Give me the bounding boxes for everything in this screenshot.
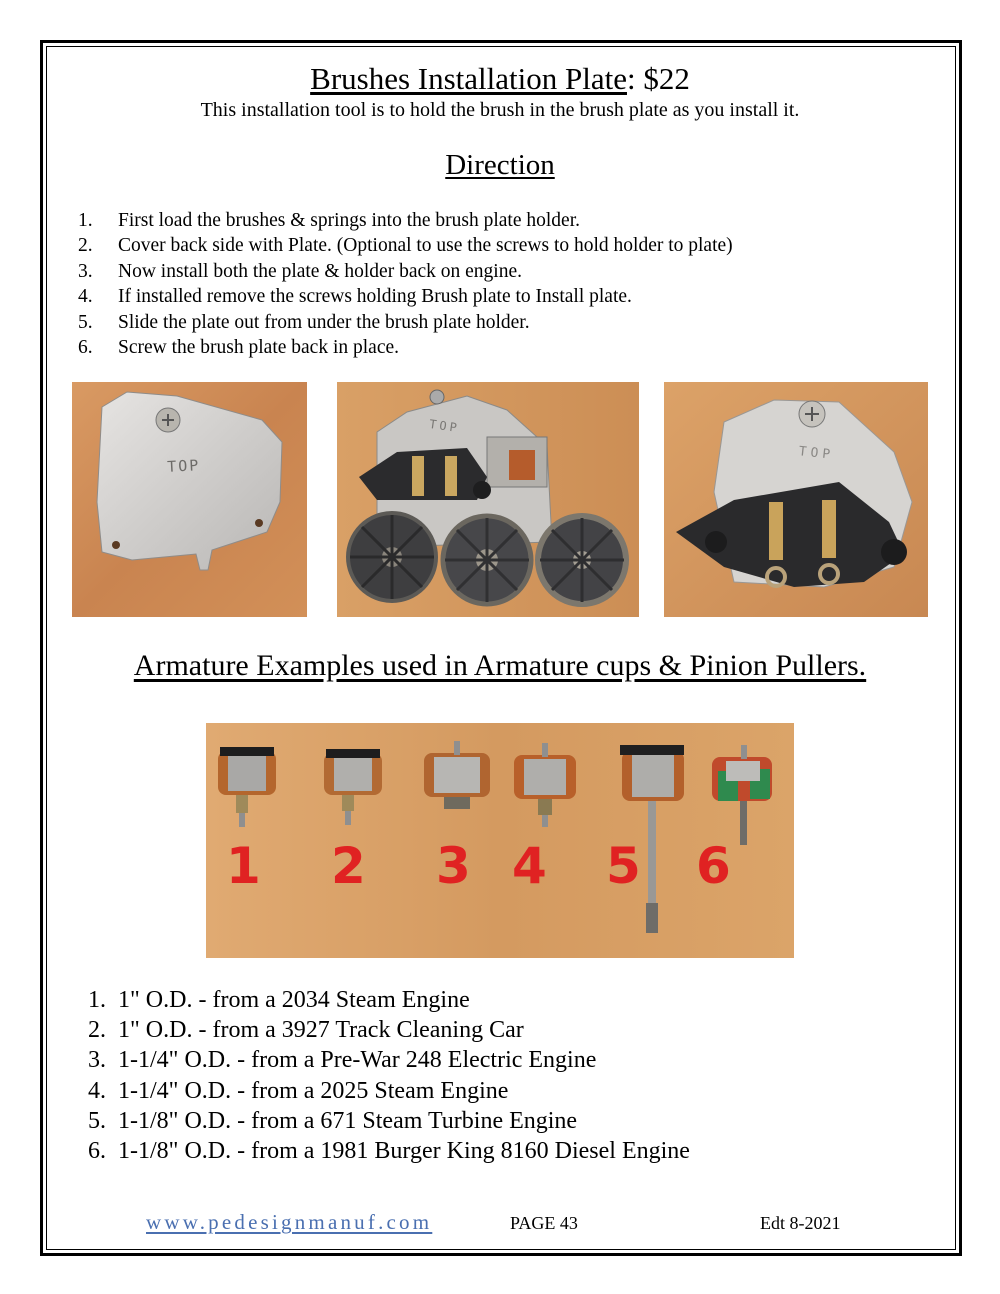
wheel bbox=[348, 513, 436, 601]
list-item: 5. Slide the plate out from under the brush plate holder. bbox=[78, 311, 530, 333]
armature-heading: Armature Examples used in Armature cups & Pinion Pullers. bbox=[133, 649, 867, 682]
title-price: : $22 bbox=[626, 61, 690, 96]
armature-label-1: 1 bbox=[226, 837, 261, 895]
direction-steps-list bbox=[78, 208, 733, 360]
title-product-name: Brushes Installation Plate bbox=[310, 61, 627, 96]
armature-list bbox=[88, 985, 690, 1166]
list-item: 6. Screw the brush plate back in place. bbox=[78, 337, 400, 359]
photo-brush-holder bbox=[664, 382, 928, 617]
armature-label-5: 5 bbox=[606, 837, 641, 895]
list-item: 1. First load the brushes & springs into the brush plate holder. bbox=[78, 210, 580, 231]
list-item: 4. 1-1/4" O.D. - from a 2025 Steam Engine bbox=[88, 1077, 509, 1104]
plate-stamp-text: TOP bbox=[166, 456, 201, 476]
page-subtitle: This installation tool is to hold the brush in the brush plate as you install it. bbox=[200, 99, 800, 121]
list-item: 3. 1-1/4" O.D. - from a Pre-War 248 Electric Engine bbox=[88, 1047, 597, 1074]
list-item: 4. If installed remove the screws holding Brush plate to Install plate. bbox=[78, 286, 632, 308]
direction-heading: Direction bbox=[445, 149, 555, 181]
holder-stamp-text: TOP bbox=[797, 444, 835, 463]
list-item: 3. Now install both the plate & holder back on engine. bbox=[78, 260, 522, 282]
armature-label-3: 3 bbox=[436, 837, 471, 895]
armature-label-6: 6 bbox=[696, 837, 731, 895]
wheel bbox=[443, 516, 531, 604]
list-item: 5. 1-1/8" O.D. - from a 671 Steam Turbine Engine bbox=[88, 1107, 578, 1134]
armature-label-2: 2 bbox=[331, 837, 366, 895]
website-link[interactable]: www.pedesignmanuf.com bbox=[146, 1210, 433, 1234]
list-item: 2. 1" O.D. - from a 3927 Track Cleaning Car bbox=[88, 1017, 524, 1044]
assembly-stamp-text: TOP bbox=[428, 416, 461, 436]
list-item: 6. 1-1/8" O.D. - from a 1981 Burger King 8160 Diesel Engine bbox=[88, 1138, 690, 1165]
photo-engine-assembly bbox=[337, 382, 639, 617]
photo-armatures bbox=[206, 723, 794, 958]
page-title bbox=[0, 60, 1000, 98]
photo-installation-plate bbox=[72, 382, 307, 617]
page-number: PAGE 43 bbox=[510, 1213, 578, 1233]
wheel bbox=[538, 516, 626, 604]
list-item: 2. Cover back side with Plate. (Optional to use the screws to hold holder to plate) bbox=[78, 235, 733, 257]
armature-label-4: 4 bbox=[512, 837, 547, 895]
list-item: 1. 1" O.D. - from a 2034 Steam Engine bbox=[88, 987, 470, 1013]
edition-date: Edt 8-2021 bbox=[760, 1213, 841, 1233]
